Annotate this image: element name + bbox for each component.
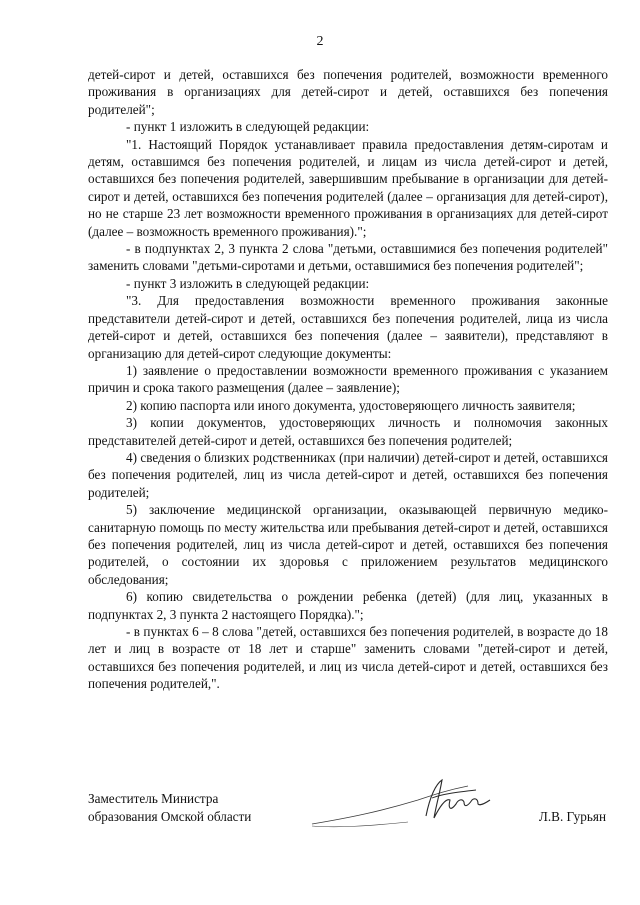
signatory-title-line-1: Заместитель Министра xyxy=(88,791,219,806)
paragraph-item-3-intro: - пункт 3 изложить в следующей редакции: xyxy=(126,275,370,291)
document-body xyxy=(88,66,608,693)
paragraph-item-1-intro: - пункт 1 изложить в следующей редакции: xyxy=(126,119,370,135)
paragraph-continuation: детей-сирот и детей, оставшихся без попечения родителей, возможности временного проживания в организациях для детей-сирот и детей, оставшихся без попечения родителей"; xyxy=(88,67,608,117)
page-number: 2 xyxy=(316,34,324,49)
signatory-title-line-2: образования Омской области xyxy=(88,809,252,824)
paragraph-points-6-8: - в пунктах 6 – 8 слова "детей, оставшихся без попечения родителей, в возрасте до 18 лет и лиц в возрасте от 18 лет и старше" заменить словами "детей-сирот и детей, оставшихся без попечения родителей, и лиц из числа детей-сирот и детей, оставшихся без попечения родителей,". xyxy=(88,624,608,692)
list-item-6: 6) копию свидетельства о рождении ребенка (детей) (для лиц, указанных в подпунктах 2, 3 пункта 2 настоящего Порядка)."; xyxy=(88,589,608,622)
handwritten-signature xyxy=(308,776,498,836)
paragraph-point-3: "3. Для предоставления возможности временного проживания законные представители детей-сирот и детей, оставшихся без попечения родителей, лица из числа детей-сирот и детей, оставшихся без попечения (далее – заявители), представляют в организацию для детей-сирот следующие документы: xyxy=(88,293,608,361)
paragraph-subpoints-2-3: - в подпунктах 2, 3 пункта 2 слова "детьми, оставшимися без попечения родителей" заменить словами "детьми-сиротами и детьми, оставшимися без попечения родителей"; xyxy=(88,241,608,274)
paragraph-point-1: "1. Настоящий Порядок устанавливает правила предоставления детям-сиротам и детям, оставшимся без попечения родителей, и лицам из числа детей-сирот и детей, оставшихся без попечения родителей, завершившим пребывание в организации для детей-сирот и детей, оставшихся без попечения родителей (далее – организация для детей-сирот), но не старше 23 лет возможности временного проживания в организациях для детей-сирот (далее – возможность временного проживания)."; xyxy=(88,136,608,239)
list-item-4: 4) сведения о близких родственниках (при наличии) детей-сирот и детей, оставшихся без попечения родителей, лиц из числа детей-сирот и детей, оставшихся без попечения родителей; xyxy=(88,449,608,500)
list-item-2: 2) копию паспорта или иного документа, удостоверяющего личность заявителя; xyxy=(126,397,576,413)
list-item-1: 1) заявление о предоставлении возможности временного проживания с указанием причин и срока такого размещения (далее – заявление); xyxy=(88,362,608,396)
signatory-name: Л.В. Гурьян xyxy=(538,809,606,824)
list-item-3: 3) копии документов, удостоверяющих личность и полномочия законных представителей детей-сирот и детей, оставшихся без попечения родителей; xyxy=(88,415,608,448)
signatory-title xyxy=(88,790,251,826)
signature-block xyxy=(88,790,608,850)
list-item-5: 5) заключение медицинской организации, оказывающей первичную медико-санитарную помощь по месту жительства или пребывания детей-сирот и детей, оставшихся без попечения родителей, лиц из числа детей-сирот и детей, оставшихся без попечения родителей, о состоянии их здоровья с приложением результатов медицинского обследования; xyxy=(88,502,608,587)
